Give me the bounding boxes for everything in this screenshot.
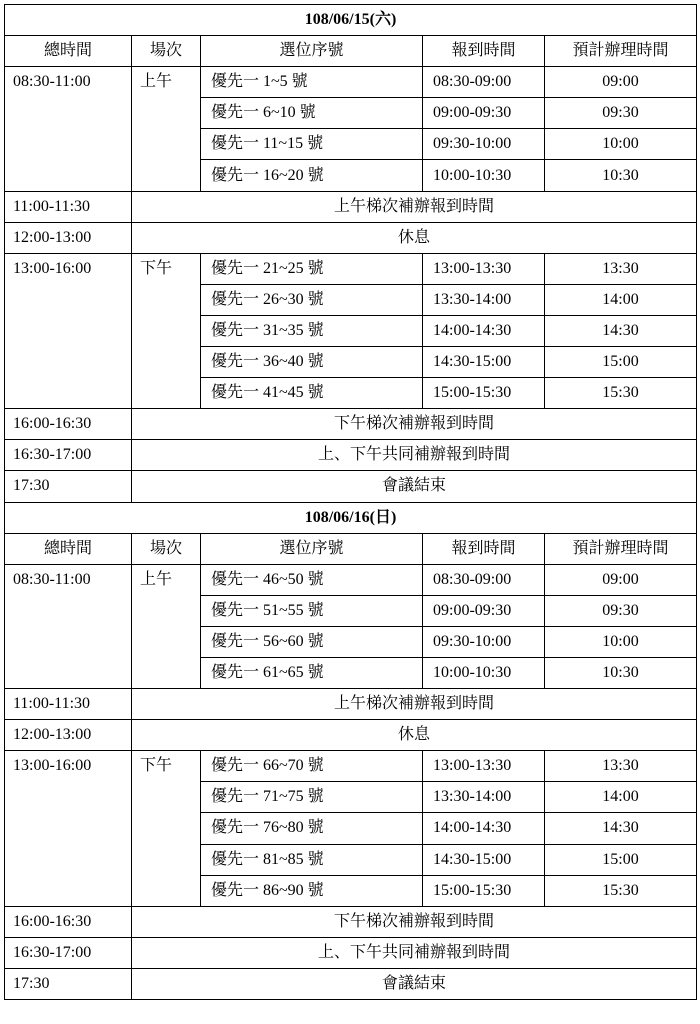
process-time-cell: 10:30 bbox=[545, 160, 697, 191]
report-time-cell: 09:00-09:30 bbox=[423, 595, 545, 626]
process-time-cell: 14:30 bbox=[545, 315, 697, 346]
session-cell: 下午 bbox=[132, 751, 201, 906]
makeup-common-text: 上、下午共同補辦報到時間 bbox=[132, 440, 697, 471]
makeup-common-time: 16:30-17:00 bbox=[5, 440, 132, 471]
block-time-cell: 13:00-16:00 bbox=[5, 751, 132, 906]
break-text: 休息 bbox=[132, 720, 697, 751]
seq-number-cell: 優先一 61~65 號 bbox=[201, 657, 423, 688]
report-time-cell: 14:00-14:30 bbox=[423, 813, 545, 844]
seq-number-cell: 優先一 26~30 號 bbox=[201, 284, 423, 315]
seq-number-cell: 優先一 41~45 號 bbox=[201, 378, 423, 409]
makeup-common-text: 上、下午共同補辦報到時間 bbox=[132, 937, 697, 968]
seq-number-cell: 優先一 36~40 號 bbox=[201, 347, 423, 378]
header-session: 場次 bbox=[132, 533, 201, 564]
process-time-cell: 15:00 bbox=[545, 347, 697, 378]
report-time-cell: 09:00-09:30 bbox=[423, 98, 545, 129]
header-seq-number: 選位序號 bbox=[201, 36, 423, 67]
break-row bbox=[5, 222, 697, 253]
date-heading: 108/06/16(日) bbox=[5, 502, 697, 533]
makeup-common-time: 16:30-17:00 bbox=[5, 937, 132, 968]
makeup-morning-time: 11:00-11:30 bbox=[5, 689, 132, 720]
makeup-afternoon-row bbox=[5, 906, 697, 937]
report-time-cell: 13:00-13:30 bbox=[423, 751, 545, 782]
report-time-cell: 15:00-15:30 bbox=[423, 378, 545, 409]
seq-number-cell: 優先一 56~60 號 bbox=[201, 626, 423, 657]
seq-number-cell: 優先一 46~50 號 bbox=[201, 564, 423, 595]
report-time-cell: 13:00-13:30 bbox=[423, 253, 545, 284]
table-row bbox=[5, 253, 697, 284]
process-time-cell: 13:30 bbox=[545, 751, 697, 782]
makeup-common-row bbox=[5, 440, 697, 471]
header-report-time: 報到時間 bbox=[423, 533, 545, 564]
process-time-cell: 13:30 bbox=[545, 253, 697, 284]
makeup-morning-row bbox=[5, 689, 697, 720]
header-seq-number: 選位序號 bbox=[201, 533, 423, 564]
table-row bbox=[5, 67, 697, 98]
process-time-cell: 15:00 bbox=[545, 844, 697, 875]
date-heading: 108/06/15(六) bbox=[5, 5, 697, 36]
report-time-cell: 14:30-15:00 bbox=[423, 347, 545, 378]
meeting-end-text: 會議結束 bbox=[132, 968, 697, 999]
process-time-cell: 14:30 bbox=[545, 813, 697, 844]
header-row bbox=[5, 533, 697, 564]
report-time-cell: 08:30-09:00 bbox=[423, 67, 545, 98]
makeup-common-row bbox=[5, 937, 697, 968]
seq-number-cell: 優先一 71~75 號 bbox=[201, 782, 423, 813]
report-time-cell: 09:30-10:00 bbox=[423, 626, 545, 657]
seq-number-cell: 優先一 21~25 號 bbox=[201, 253, 423, 284]
header-row bbox=[5, 36, 697, 67]
report-time-cell: 13:30-14:00 bbox=[423, 284, 545, 315]
seq-number-cell: 優先一 86~90 號 bbox=[201, 875, 423, 906]
process-time-cell: 09:30 bbox=[545, 98, 697, 129]
meeting-end-text: 會議結束 bbox=[132, 471, 697, 502]
seq-number-cell: 優先一 31~35 號 bbox=[201, 315, 423, 346]
break-time: 12:00-13:00 bbox=[5, 222, 132, 253]
header-total-time: 總時間 bbox=[5, 36, 132, 67]
block-time-cell: 08:30-11:00 bbox=[5, 564, 132, 688]
makeup-morning-row bbox=[5, 191, 697, 222]
meeting-end-row bbox=[5, 471, 697, 502]
seq-number-cell: 優先一 76~80 號 bbox=[201, 813, 423, 844]
header-process-time: 預計辦理時間 bbox=[545, 36, 697, 67]
seq-number-cell: 優先一 51~55 號 bbox=[201, 595, 423, 626]
makeup-morning-text: 上午梯次補辦報到時間 bbox=[132, 689, 697, 720]
report-time-cell: 10:00-10:30 bbox=[423, 657, 545, 688]
report-time-cell: 08:30-09:00 bbox=[423, 564, 545, 595]
process-time-cell: 14:00 bbox=[545, 284, 697, 315]
meeting-end-row bbox=[5, 968, 697, 999]
process-time-cell: 09:00 bbox=[545, 564, 697, 595]
seq-number-cell: 優先一 6~10 號 bbox=[201, 98, 423, 129]
makeup-afternoon-time: 16:00-16:30 bbox=[5, 906, 132, 937]
meeting-end-time: 17:30 bbox=[5, 968, 132, 999]
process-time-cell: 15:30 bbox=[545, 875, 697, 906]
block-time-cell: 13:00-16:00 bbox=[5, 253, 132, 408]
break-time: 12:00-13:00 bbox=[5, 720, 132, 751]
makeup-morning-text: 上午梯次補辦報到時間 bbox=[132, 191, 697, 222]
process-time-cell: 15:30 bbox=[545, 378, 697, 409]
header-process-time: 預計辦理時間 bbox=[545, 533, 697, 564]
process-time-cell: 10:00 bbox=[545, 626, 697, 657]
header-total-time: 總時間 bbox=[5, 533, 132, 564]
session-cell: 上午 bbox=[132, 67, 201, 191]
break-row bbox=[5, 720, 697, 751]
report-time-cell: 14:30-15:00 bbox=[423, 844, 545, 875]
process-time-cell: 10:00 bbox=[545, 129, 697, 160]
meeting-end-time: 17:30 bbox=[5, 471, 132, 502]
session-cell: 下午 bbox=[132, 253, 201, 408]
process-time-cell: 14:00 bbox=[545, 782, 697, 813]
table-row bbox=[5, 564, 697, 595]
block-time-cell: 08:30-11:00 bbox=[5, 67, 132, 191]
seq-number-cell: 優先一 66~70 號 bbox=[201, 751, 423, 782]
report-time-cell: 13:30-14:00 bbox=[423, 782, 545, 813]
seq-number-cell: 優先一 1~5 號 bbox=[201, 67, 423, 98]
break-text: 休息 bbox=[132, 222, 697, 253]
makeup-afternoon-text: 下午梯次補辦報到時間 bbox=[132, 906, 697, 937]
report-time-cell: 09:30-10:00 bbox=[423, 129, 545, 160]
seq-number-cell: 優先一 11~15 號 bbox=[201, 129, 423, 160]
header-session: 場次 bbox=[132, 36, 201, 67]
process-time-cell: 09:30 bbox=[545, 595, 697, 626]
seq-number-cell: 優先一 81~85 號 bbox=[201, 844, 423, 875]
header-report-time: 報到時間 bbox=[423, 36, 545, 67]
report-time-cell: 15:00-15:30 bbox=[423, 875, 545, 906]
schedule-table bbox=[4, 4, 697, 1000]
date-row bbox=[5, 502, 697, 533]
seq-number-cell: 優先一 16~20 號 bbox=[201, 160, 423, 191]
report-time-cell: 14:00-14:30 bbox=[423, 315, 545, 346]
date-row bbox=[5, 5, 697, 36]
process-time-cell: 09:00 bbox=[545, 67, 697, 98]
makeup-afternoon-row bbox=[5, 409, 697, 440]
makeup-afternoon-text: 下午梯次補辦報到時間 bbox=[132, 409, 697, 440]
makeup-afternoon-time: 16:00-16:30 bbox=[5, 409, 132, 440]
session-cell: 上午 bbox=[132, 564, 201, 688]
table-row bbox=[5, 751, 697, 782]
makeup-morning-time: 11:00-11:30 bbox=[5, 191, 132, 222]
report-time-cell: 10:00-10:30 bbox=[423, 160, 545, 191]
process-time-cell: 10:30 bbox=[545, 657, 697, 688]
